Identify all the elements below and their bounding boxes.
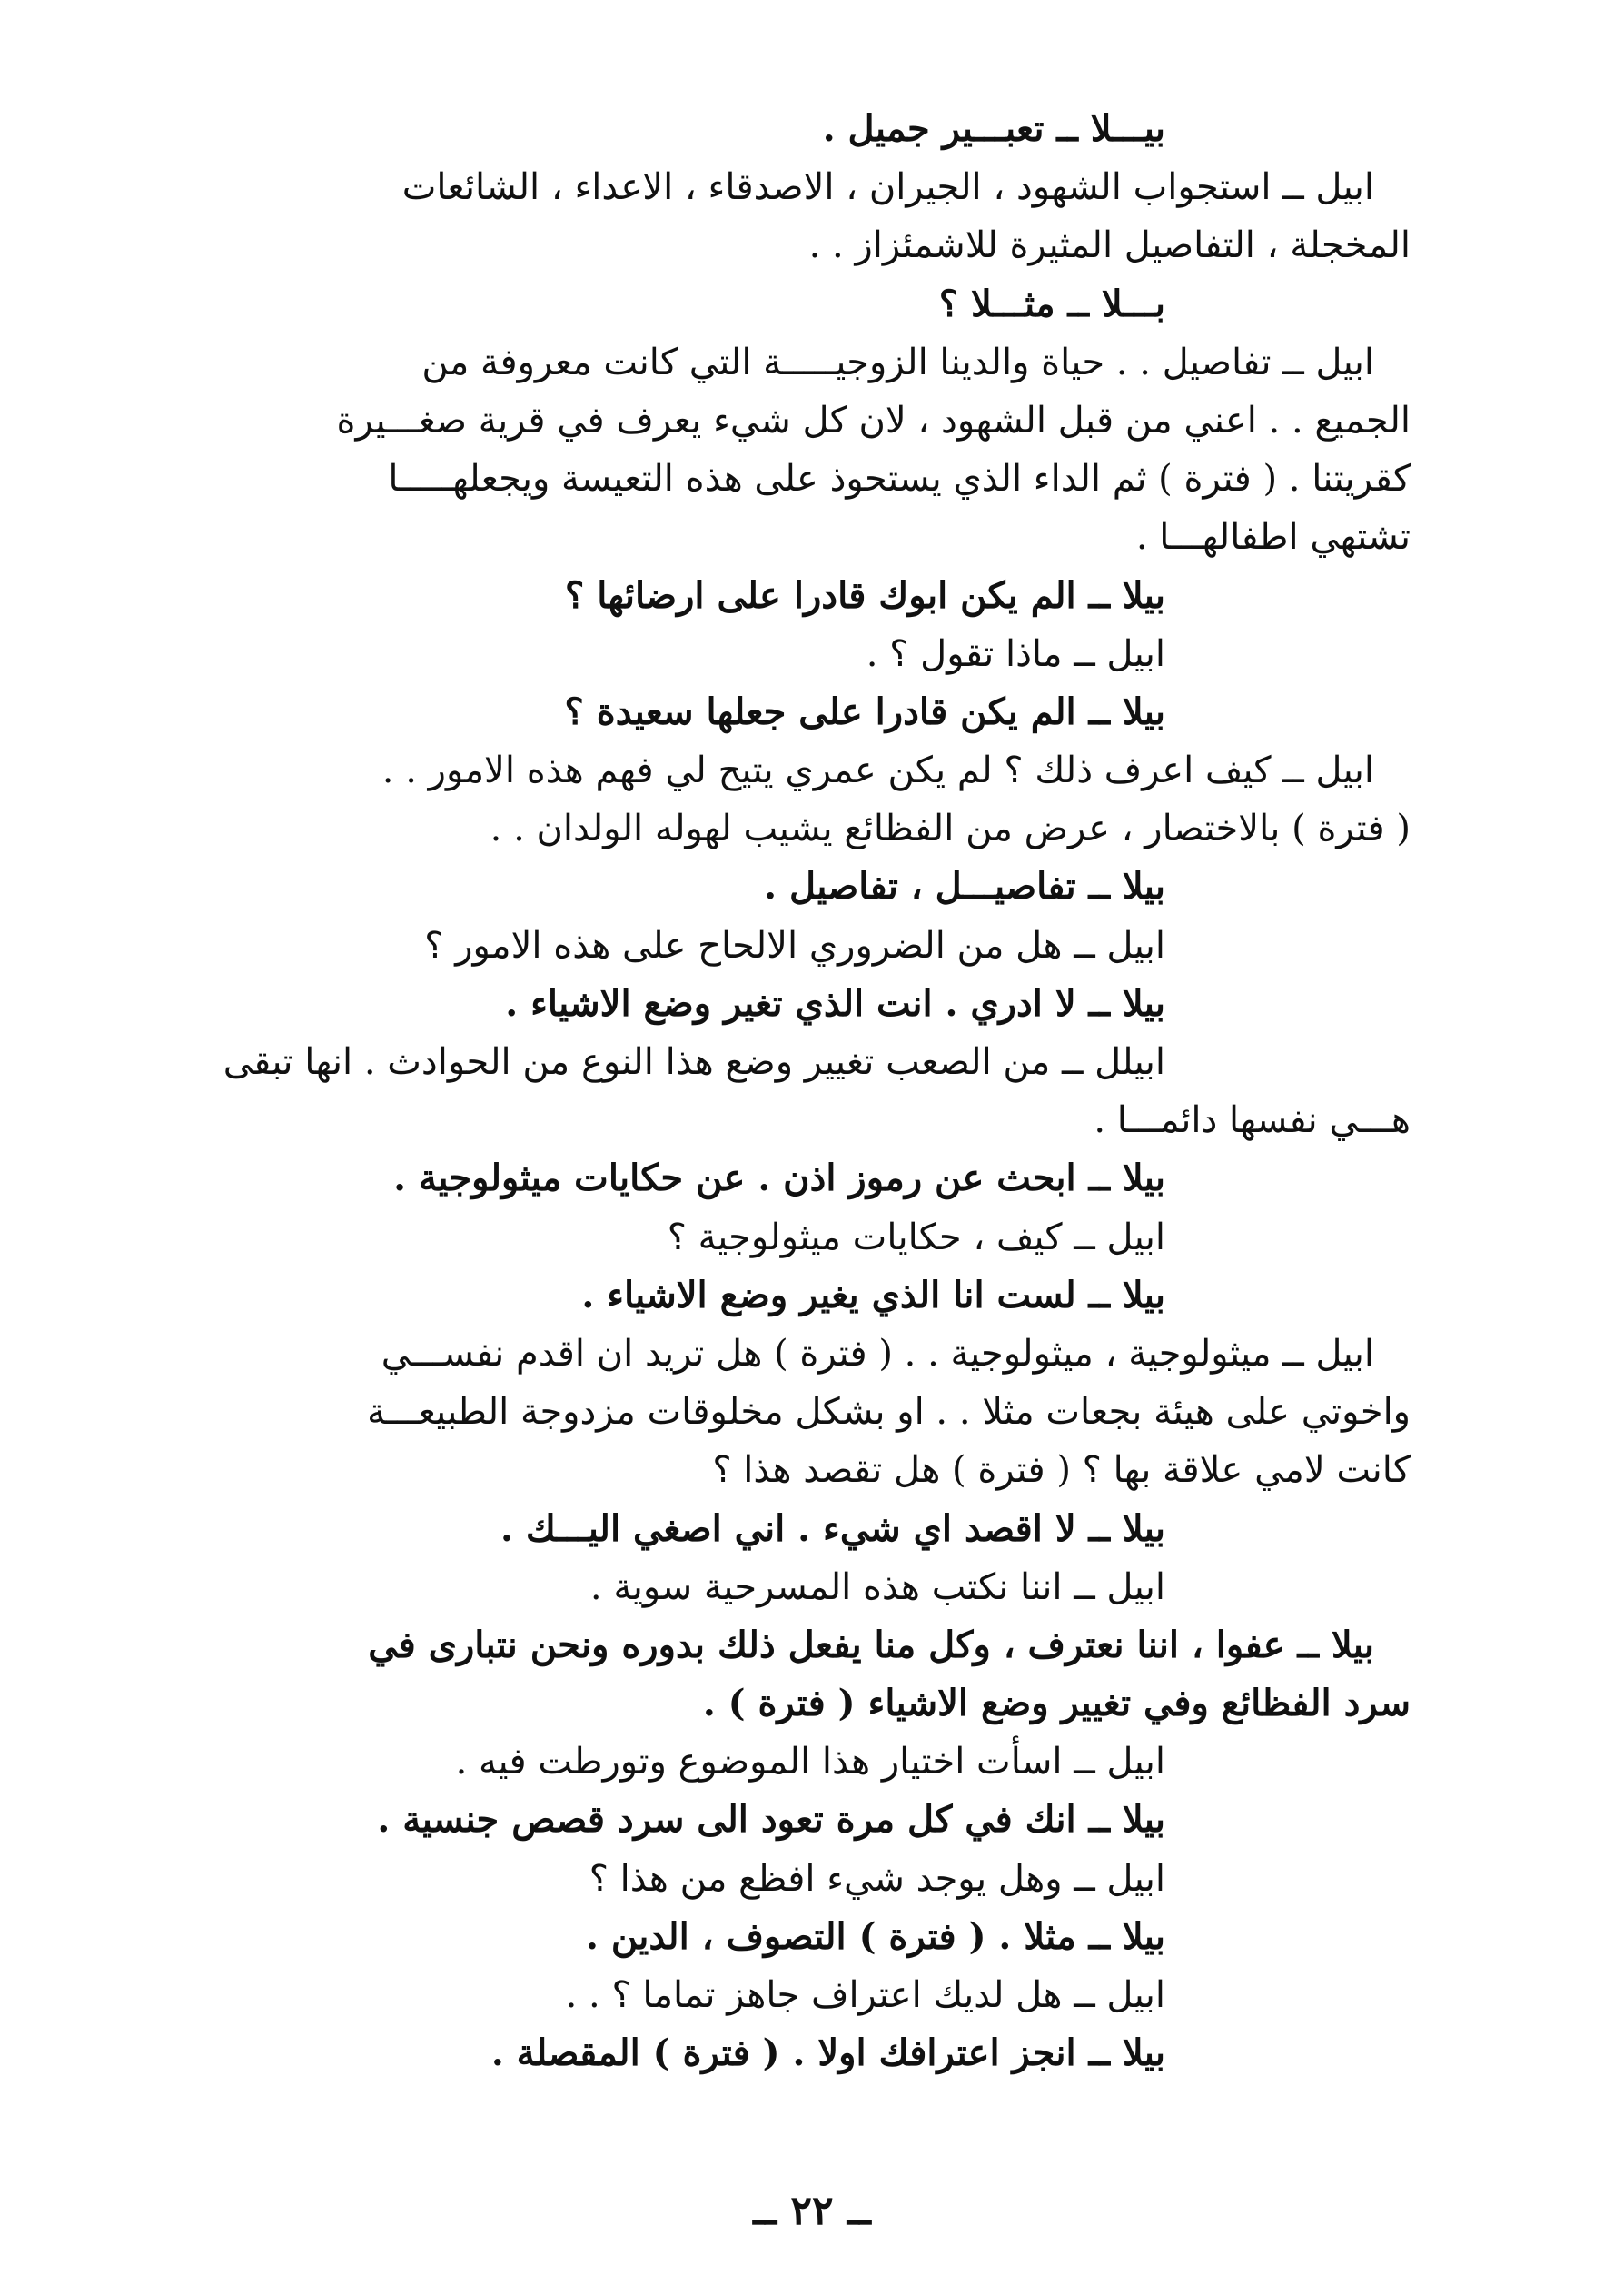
dialogue-line-abel: واخوتي على هيئة بجعات مثلا . . او بشكل مخلوقات مزدوجة الطبيعـــة [367, 1391, 1411, 1434]
dialogue-text [212, 100, 1411, 2082]
dialogue-line-bella: بيلا ــ انك في كل مرة تعود الى سرد قصص جنسية . [377, 1798, 1165, 1842]
dialogue-line-abel: ابيل ــ كيف ، حكايات ميثولوجية ؟ [667, 1216, 1165, 1258]
dialogue-line-bella: بيلا ــ ابحث عن رموز اذن . عن حكايات ميثولوجية . [393, 1157, 1165, 1200]
dialogue-line-bella: بيـــلا ــ تعبـــير جميل . [822, 107, 1165, 150]
dialogue-line-abel: ابيل ــ اننا نكتب هذه المسرحية سوية . [589, 1565, 1165, 1608]
dialogue-line-bella: سرد الفظائع وفي تغيير وضع الاشياء ( فترة ) . [702, 1682, 1411, 1725]
dialogue-line-abel: الجميع . . اعني من قبل الشهود ، لان كل شيء يعرف في قرية صغـــيرة [336, 399, 1411, 442]
dialogue-line-bella: بيلا ــ الم يكن ابوك قادرا على ارضائها ؟ [565, 573, 1165, 617]
dialogue-line-abel: هـــي نفسها دائمـــا . [1094, 1099, 1411, 1142]
dialogue-line-abel: ابيل ــ تفاصيل . . حياة والدينا الزوجيـــــة التي كانت معروفة من [421, 341, 1374, 383]
dialogue-line-abel: ابيل ــ استجواب الشهود ، الجيران ، الاصدقاء ، الاعداء ، الشائعات [401, 166, 1374, 209]
dialogue-line-abel: كانت لامي علاقة بها ؟ ( فترة ) هل تقصد هذا ؟ [712, 1449, 1411, 1492]
dialogue-line-abel: تشتهي اطفالهـــا . [1135, 516, 1411, 559]
dialogue-line-abel: المخجلة ، التفاصيل المثيرة للاشمئزاز . . [808, 224, 1411, 267]
page-number: ــ ٢٢ ــ [753, 2188, 871, 2234]
dialogue-line-bella: بيلا ــ مثلا . ( فترة ) التصوف ، الدين . [585, 1914, 1165, 1958]
dialogue-line-bella: بيلا ــ الم يكن قادرا على جعلها سعيدة ؟ [564, 690, 1165, 733]
dialogue-line-abel: ابيل ــ هل من الضروري الالحاح على هذه الامور ؟ [424, 924, 1165, 967]
dialogue-line-bella: بيلا ــ لا اقصد اي شيء . اني اصغي اليـــك . [500, 1506, 1165, 1550]
dialogue-line-bella: بيلا ــ لست انا الذي يغير وضع الاشياء . [581, 1273, 1165, 1316]
dialogue-line-abel: ابيلل ــ من الصعب تغيير وضع هذا النوع من الحوادث . انها تبقى [223, 1041, 1165, 1083]
dialogue-line-abel: ابيل ــ ميثولوجية ، ميثولوجية . . ( فترة ) هل تريد ان اقدم نفســـي [381, 1332, 1374, 1375]
dialogue-line-bella: بيلا ــ لا ادري . انت الذي تغير وضع الاشياء . [505, 981, 1165, 1025]
dialogue-line-abel: كقريتنا . ( فترة ) ثم الداء الذي يستحوذ على هذه التعيسة ويجعلهـــــا [388, 458, 1411, 501]
dialogue-line-bella: بيلا ــ عفوا ، اننا نعترف ، وكل منا يفعل ذلك بدوره ونحن نتبارى في [368, 1623, 1374, 1666]
dialogue-line-abel: ( فترة ) بالاختصار ، عرض من الفظائع يشيب لهوله الولدان . . [490, 808, 1411, 850]
dialogue-line-bella: بيلا ــ تفاصيـــل ، تفاصيل . [764, 865, 1165, 909]
dialogue-line-abel: ابيل ــ وهل يوجد شيء افظع من هذا ؟ [589, 1857, 1165, 1900]
dialogue-line-bella: بيلا ــ انجز اعترافك اولا . ( فترة ) المقصلة . [490, 2032, 1165, 2075]
dialogue-line-bella: بـــلا ــ مثـــلا ؟ [938, 282, 1165, 325]
dialogue-line-abel: ابيل ــ ماذا تقول ؟ . [866, 632, 1165, 675]
dialogue-line-abel: ابيل ــ هل لديك اعتراف جاهز تماما ؟ . . [565, 1974, 1165, 2016]
dialogue-line-abel: ابيل ــ كيف اعرف ذلك ؟ لم يكن عمري يتيح لي فهم هذه الامور . . [381, 750, 1374, 792]
dialogue-line-abel: ابيل ــ اسأت اختيار هذا الموضوع وتورطت فيه . [455, 1741, 1165, 1783]
